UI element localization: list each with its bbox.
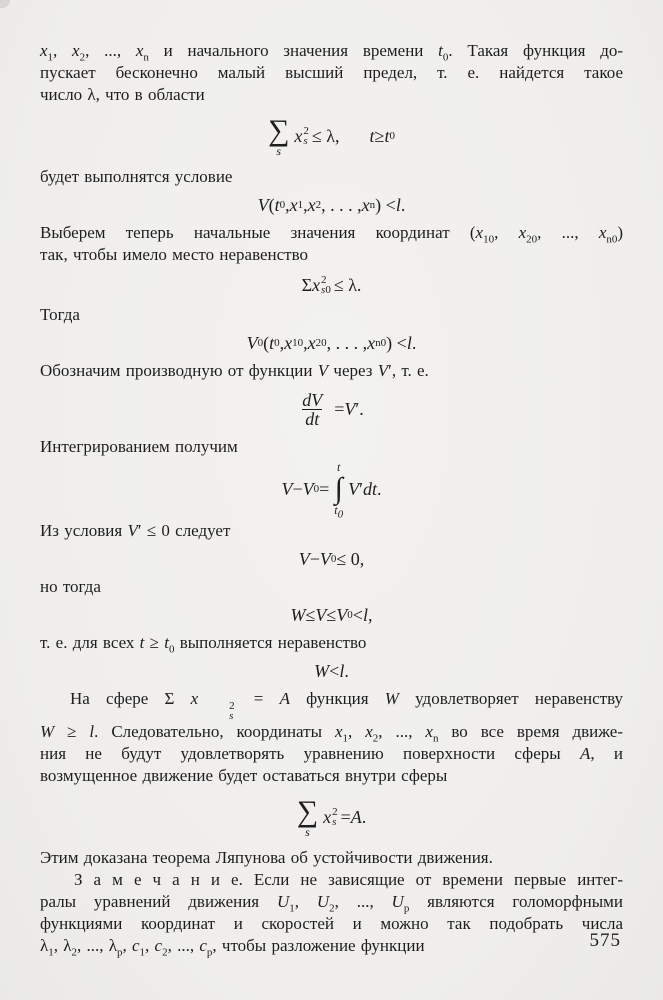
text-line: На сфере Σ x 2 s = A функция W удовлетворяет неравенству — [70, 689, 624, 722]
text-line: но тогда — [40, 577, 101, 596]
formula-integral: V − V 0 = t ∫ $t_0$ V ′ dt . — [281, 460, 382, 521]
text-line: ралы уравнений движения $U_1$, $U_2$, ..., $U_p$ являются голоморфными — [40, 892, 624, 915]
text-line: $x_1$, $x_2$, ..., $x_n$ и начального значения времени $t_0$. Такая функция до- — [40, 41, 624, 64]
text-line: Обозначим производную от функции V через V′, т. е. — [40, 361, 429, 380]
text-line: $\lambda_1$, $\lambda_2$, ..., $\lambda_p$, $c_1$, $c_2$, ..., $c_p$, чтобы разложение функции — [40, 936, 425, 959]
scan-artifact — [0, 0, 10, 8]
text-line: так, чтобы имело место неравенство — [40, 245, 309, 264]
formula-sum-equals-a: ∑ s x 2 s = A . — [296, 794, 367, 839]
text-line: функциями координат и скоростей и можно так подобрать числа — [40, 914, 623, 933]
formula-w-chain: W ≤ V ≤ V 0 < l , — [290, 605, 373, 625]
text-line: ния не будут удовлетворять уравнению поверхности сферы A, и — [40, 744, 623, 763]
text-line: возмущенное движение будет оставаться внутри сферы — [40, 766, 448, 785]
text-line: Из условия V′ ≤ 0 следует — [40, 521, 231, 540]
formula-w-less-l: W < l . — [314, 661, 349, 681]
text-line: число λ, что в области — [40, 85, 205, 104]
formula-v-minus-v0: V − V 0 ≤ 0, — [298, 549, 365, 569]
text-line: будет выполнятся условие — [40, 167, 233, 186]
text-line: Выберем теперь начальные значения координат ($x_{10}$, $x_{20}$, ..., $x_{n0}$) — [40, 223, 624, 246]
formula-derivative: $\frac{dV}{dt}$ = V ′. — [302, 389, 364, 429]
text-line: т. е. для всех $t \ge t_0$ выполняется неравенство — [40, 633, 367, 656]
text-line: Интегрированием получим — [40, 437, 238, 456]
formula-v0-less-l: V 0 ( t 0 , x 10 , x 20 , . . . , x n0 ) < l . — [246, 333, 417, 353]
formula-v-less-l: V ( t 0 , x 1 , x 2 , . . . , x n ) < l . — [257, 195, 406, 215]
page-number: 575 — [589, 930, 621, 951]
text-column — [40, 40, 623, 957]
formula-sum-s0-lambda: Σ x 2 s0 ≤ λ. — [301, 274, 362, 296]
formula-sum-lambda: ∑ s x 2 s ≤ λ, t ≥ t 0 — [268, 113, 395, 158]
text-line: W ≥ l. Следовательно, координаты $x_1$, $x_2$, ..., $x_n$ во все время движе- — [40, 722, 624, 745]
text-line: З а м е ч а н и е. Если не зависящие от времени первые интег- — [74, 870, 623, 889]
text-line: пускает бесконечно малый высший предел, т. е. найдется такое — [40, 63, 623, 82]
text-line: Тогда — [40, 305, 80, 324]
text-line: Этим доказана теорема Ляпунова об устойчивости движения. — [40, 848, 493, 867]
